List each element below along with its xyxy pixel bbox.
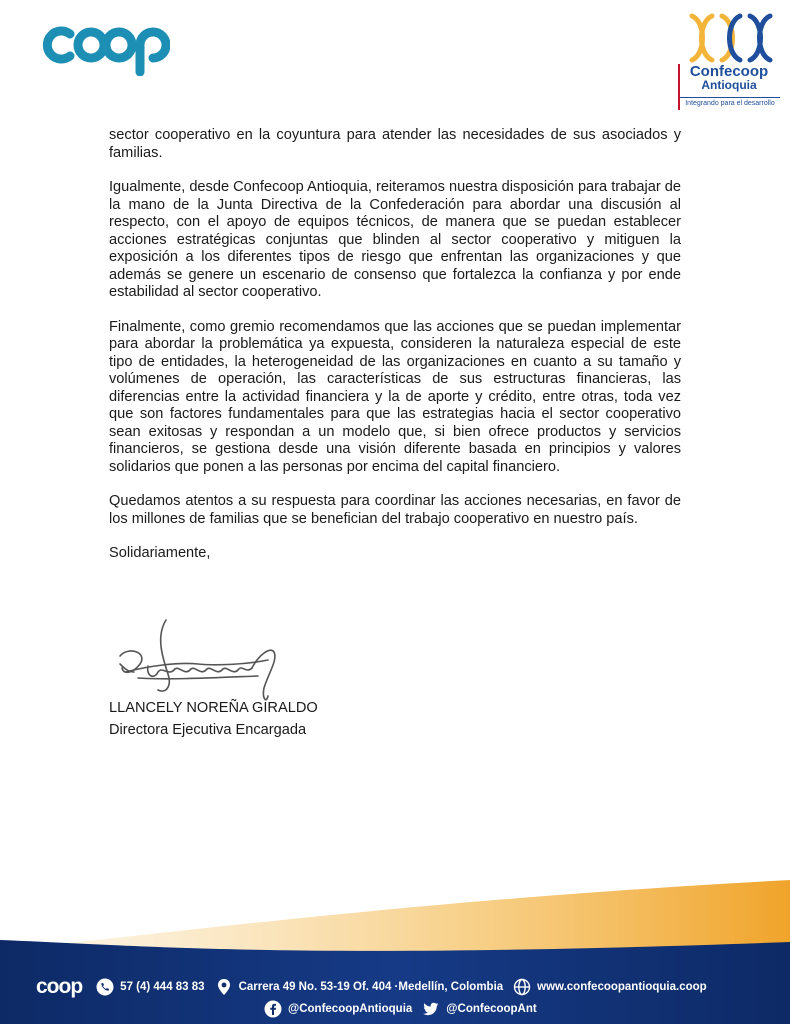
paragraph: sector cooperativo en la coyuntura para atender las necesidades de sus asociados y familias.: [109, 127, 681, 161]
closing: Solidariamente,: [109, 545, 211, 561]
paragraph: Finalmente, como gremio recomendamos que las acciones que se puedan implementar para abordar la problemática ya expuesta, consideren la naturaleza especial de este tipo de entidades, la heterogeneidad de las organizaciones en cuanto a su tamaño y volúmenes de operación, las características de sus estructuras financieras, las diferencias entre la actividad financiera y la de aporte y crédito, entre otras, toda vez que son factores fundamentales para que las estrategias hacia el sector cooperativo sean exitosas y respondan a un modelo que, si bien ofrece productos y servicios financieros, se gestiona desde una visión diferente basada en principios y valores solidarios que ponen a las personas por encima del capital financiero.: [109, 318, 681, 475]
twitter-icon: [422, 1000, 440, 1018]
confecoop-region: Antioquia: [701, 78, 757, 92]
facebook-icon: [264, 1000, 282, 1018]
footer-phone: 57 (4) 444 83 83: [120, 981, 205, 993]
confecoop-tagline: Integrando para el desarrollo: [680, 97, 780, 108]
footer-social-row: [264, 998, 541, 1020]
footer-contact-row: [36, 975, 756, 999]
footer-website[interactable]: www.confecoopantioquia.coop: [537, 981, 707, 993]
paragraph: Quedamos atentos a su respuesta para coordinar las acciones necesarias, en favor de los millones de familias que se benefician del trabajo cooperativo en nuestro país.: [109, 493, 681, 527]
signer-block: [109, 697, 318, 741]
location-pin-icon: [215, 978, 233, 996]
footer-facebook[interactable]: @ConfecoopAntioquia: [288, 1003, 413, 1015]
phone-icon: [96, 978, 114, 996]
confecoop-emblem-icon: [682, 12, 778, 64]
letter-body: [109, 127, 681, 563]
coop-logo: [40, 14, 170, 76]
footer-address: Carrera 49 No. 53-19 Of. 404 ·Medellín, Colombia: [238, 981, 504, 993]
signer-title: Directora Ejecutiva Encargada: [109, 722, 307, 738]
signer-name: LLANCELY NOREÑA GIRALDO: [109, 700, 318, 716]
footer-coop-logo: coop: [36, 975, 83, 998]
confecoop-name: Confecoop: [689, 63, 769, 80]
confecoop-antioquia-logo: [676, 12, 782, 112]
footer-twitter[interactable]: @ConfecoopAnt: [446, 1003, 537, 1015]
globe-icon: [513, 978, 531, 996]
paragraph: Igualmente, desde Confecoop Antioquia, reiteramos nuestra disposición para trabajar de la mano de la Junta Directiva de la Confederación para abordar una discusión al respecto, con el apoyo de equipos técnicos, de manera que se puedan establecer acciones estratégicas conjuntas que blinden al sector cooperativo y mitiguen la exposición a los diferentes tipos de riesgo que enfrentan las organizaciones y que además se genere un escenario de consenso que fortalezca la confianza y por ende estabilidad al sector cooperativo.: [109, 179, 681, 300]
